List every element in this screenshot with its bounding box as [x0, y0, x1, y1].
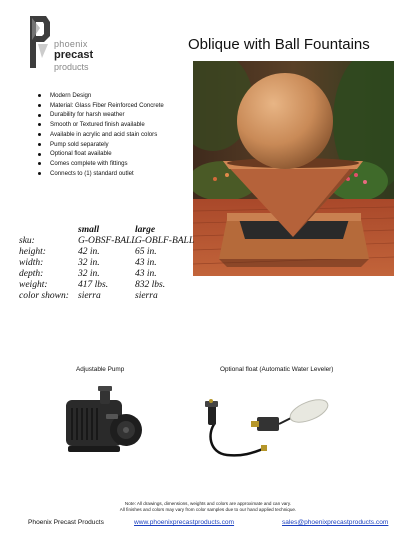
spec-small: 42 in.	[78, 247, 100, 257]
spec-large: sierra	[135, 291, 158, 301]
spec-large: 43 in.	[135, 258, 157, 268]
logo-word-phoenix: phoenix	[54, 39, 88, 49]
footer-company: Phoenix Precast Products	[28, 519, 104, 526]
spec-row	[19, 247, 215, 258]
logo-word-products: products	[54, 62, 89, 72]
pump-icon	[64, 386, 144, 458]
spec-small: 32 in.	[78, 258, 100, 268]
spec-small: 417 lbs.	[78, 280, 109, 290]
spec-large: 832 lbs.	[135, 280, 166, 290]
float-image	[205, 393, 331, 463]
feature-item: Durability for harsh weather	[38, 110, 188, 120]
feature-item: Modern Design	[38, 91, 188, 101]
feature-item: Smooth or Textured finish available	[38, 120, 188, 130]
feature-item: Available in acrylic and acid stain colors	[38, 130, 188, 140]
spec-table	[19, 225, 215, 302]
spec-label: height:	[19, 247, 46, 257]
logo-word-precast: precast	[54, 49, 94, 61]
pump-label: Adjustable Pump	[76, 366, 125, 373]
disclaimer-line-2: All finishes and colors may vary from color samples due to our hand applied technique.	[119, 507, 297, 512]
phoenix-logo-icon	[28, 14, 52, 70]
spec-label: color shown:	[19, 291, 69, 301]
pump-image	[64, 386, 144, 458]
spec-small: 32 in.	[78, 269, 100, 279]
feature-list	[38, 91, 188, 178]
spec-row	[19, 291, 215, 302]
feature-item: Material: Glass Fiber Reinforced Concrete	[38, 101, 188, 111]
spec-row	[19, 280, 215, 291]
spec-small: G-OBSF-BALL	[78, 236, 137, 246]
company-logo	[28, 14, 118, 74]
product-photo	[193, 61, 394, 276]
spec-row	[19, 269, 215, 280]
feature-item: Optional float available	[38, 149, 188, 159]
spec-header-large: large	[135, 225, 156, 235]
feature-item: Pump sold separately	[38, 140, 188, 150]
spec-large: G-OBLF-BALL	[135, 236, 195, 246]
feature-item: Comes complete with fittings	[38, 159, 188, 169]
feature-item: Connects to (1) standard outlet	[38, 169, 188, 179]
spec-header-row	[19, 225, 215, 236]
spec-label: sku:	[19, 236, 35, 246]
fountain-illustration	[193, 61, 394, 276]
page-title: Oblique with Ball Fountains	[188, 36, 370, 53]
website-link[interactable]: www.phoenixprecastproducts.com	[134, 519, 235, 526]
spec-large: 43 in.	[135, 269, 157, 279]
disclaimer-line-1: Note: All drawings, dimensions, weights and colors are approximate and can vary.	[124, 501, 292, 506]
spec-header-small: small	[78, 225, 100, 235]
spec-small: sierra	[78, 291, 101, 301]
spec-label: weight:	[19, 280, 48, 290]
spec-row	[19, 258, 215, 269]
spec-row	[19, 236, 215, 247]
spec-label: depth:	[19, 269, 44, 279]
spec-large: 65 in.	[135, 247, 157, 257]
float-label: Optional float (Automatic Water Leveler)	[220, 366, 334, 373]
float-valve-icon	[205, 393, 331, 463]
email-link[interactable]: sales@phoenixprecastproducts.com	[282, 519, 389, 526]
spec-label: width:	[19, 258, 44, 268]
